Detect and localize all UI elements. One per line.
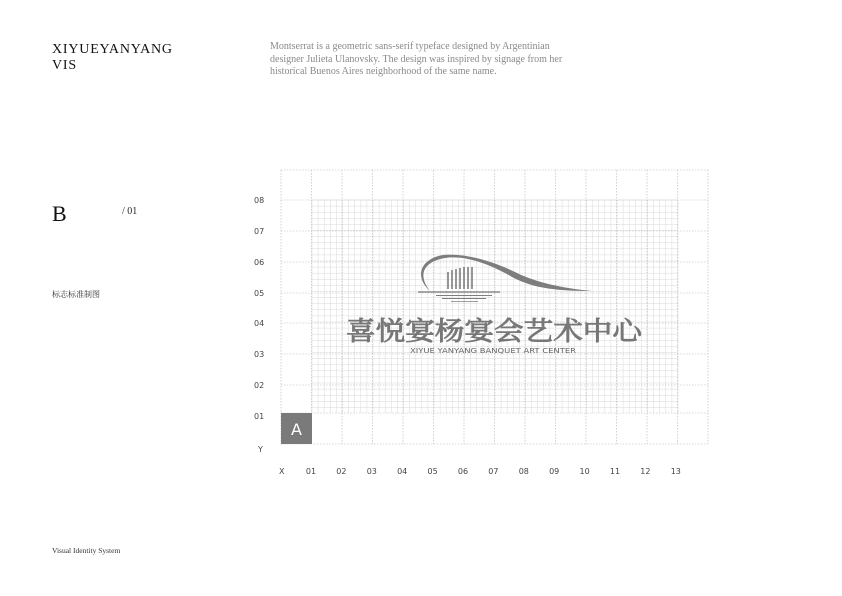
x-tick-label: 03: [366, 467, 377, 476]
y-tick-label: 01: [254, 412, 265, 421]
description-line: designer Julieta Ulanovsky. The design was inspired by signage from her: [270, 53, 563, 65]
y-tick-label: 06: [254, 258, 265, 267]
unit-label: A: [291, 420, 302, 439]
footer-text: Visual Identity System: [52, 546, 121, 555]
section-letter: B: [52, 201, 67, 226]
y-tick-label: 05: [254, 289, 265, 298]
x-tick-label: 11: [609, 467, 621, 476]
description-line: Montserrat is a geometric sans-serif typeface designed by Argentinian: [270, 41, 550, 52]
brand-line-2: VIS: [52, 58, 77, 73]
y-tick-label: 08: [254, 196, 265, 205]
section-number: / 01: [122, 206, 138, 217]
y-tick-label: 03: [254, 350, 265, 359]
logo-chinese-name: 喜悦宴杨宴会艺术中心: [346, 317, 607, 347]
y-tick-label: 07: [254, 227, 265, 236]
fine-grid: [312, 200, 678, 413]
x-tick-label: 02: [336, 467, 347, 476]
y-axis-ticks: [254, 196, 264, 421]
description-line: historical Buenos Aires neighborhood of the same name.: [270, 66, 497, 77]
y-tick-label: 04: [254, 319, 265, 328]
x-tick-label: 13: [670, 467, 681, 476]
coarse-grid: [281, 170, 708, 444]
x-tick-label: 05: [427, 467, 438, 476]
logo-mark: [418, 255, 592, 302]
x-axis-label: X: [279, 467, 285, 476]
x-tick-label: 12: [640, 467, 651, 476]
y-tick-label: 02: [254, 381, 265, 390]
y-axis-label: Y: [258, 445, 263, 454]
x-tick-label: 10: [579, 467, 590, 476]
x-tick-label: 01: [305, 467, 317, 476]
brand-line-1: XIYUEYANYANG: [52, 42, 173, 57]
x-tick-label: 09: [549, 467, 560, 476]
x-tick-label: 07: [488, 467, 499, 476]
x-tick-label: 06: [457, 467, 469, 476]
section-subtitle: 标志标准制图: [52, 290, 100, 299]
x-tick-label: 08: [518, 467, 529, 476]
x-axis-ticks: [306, 467, 681, 476]
logo-english-name: XIYUE YANYANG BANQUET ART CENTER: [410, 347, 577, 355]
x-tick-label: 04: [397, 467, 408, 476]
